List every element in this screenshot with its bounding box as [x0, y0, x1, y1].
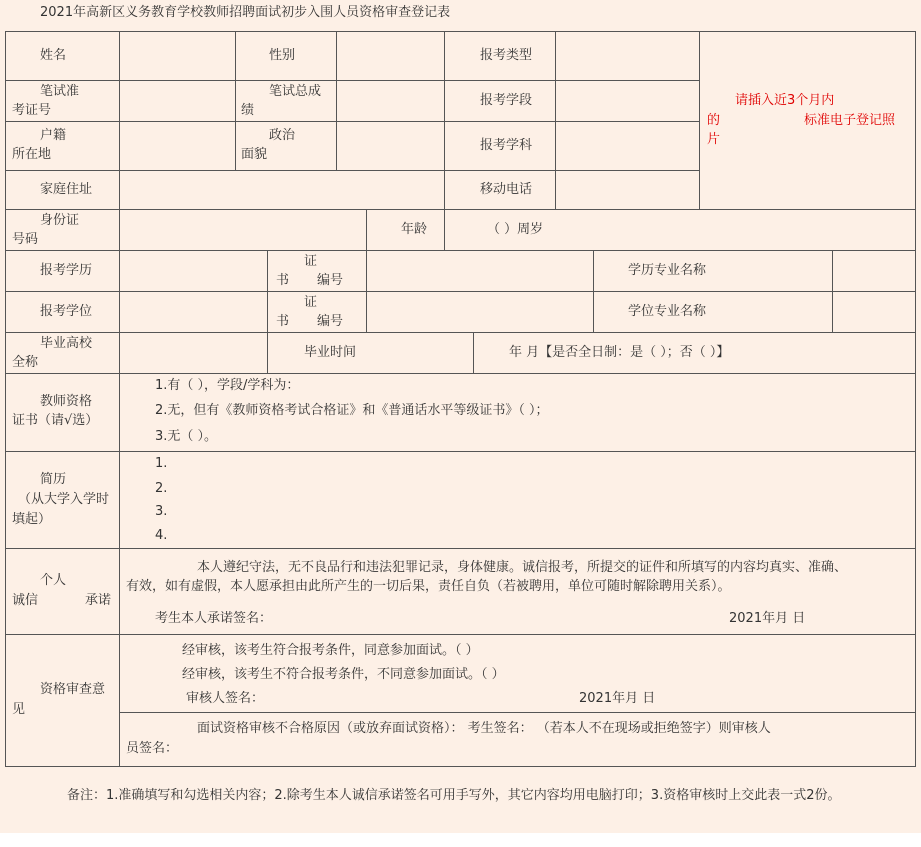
- exam-subject-field[interactable]: [556, 122, 698, 169]
- pledge-text-line1: 本人遵纪守法，无不良品行和违法犯罪记录，身体健康。诚信报考，所提交的证件和所填写的内容均真实、准确、: [197, 560, 848, 575]
- label-degree-cert-b: 书: [276, 314, 290, 329]
- label-id-card-b: 号码: [12, 232, 39, 247]
- label-written-score-b: 绩: [241, 103, 255, 118]
- col-line: [444, 209, 445, 250]
- fulltime-question[interactable]: 年 月【是否全日制：是（ ）；否（ ）】: [509, 345, 730, 360]
- resume-line-3[interactable]: 3.: [155, 504, 168, 519]
- col-line: [267, 250, 268, 373]
- label-edu-cert-c: 编号: [317, 273, 344, 288]
- row-line: [5, 373, 916, 374]
- label-teacher-cert-a: 教师资格: [40, 394, 93, 409]
- label-degree: 报考学位: [40, 304, 93, 319]
- resume-line-1[interactable]: 1.: [155, 456, 168, 471]
- exam-stage-field[interactable]: [556, 81, 698, 120]
- col-line: [235, 31, 236, 170]
- age-value[interactable]: （ ）周岁: [487, 222, 544, 237]
- label-resume-b: （从大学入学时: [18, 492, 110, 507]
- mobile-field[interactable]: [556, 171, 698, 208]
- label-degree-major: 学位专业名称: [628, 304, 707, 319]
- teacher-cert-option-2[interactable]: 2.无，但有《教师资格考试合格证》和《普通话水平等级证书》（ ）；: [155, 403, 549, 418]
- label-school-b: 全称: [12, 355, 39, 370]
- gender-field[interactable]: [337, 32, 443, 79]
- label-edu-cert-b: 书: [276, 273, 290, 288]
- label-exam-type: 报考类型: [480, 48, 533, 63]
- photo-hint-line2b: 标准电子登记照: [804, 113, 896, 128]
- label-school-a: 毕业高校: [40, 336, 93, 351]
- label-edu-cert-a: 证: [304, 254, 318, 269]
- degree-major-field[interactable]: [833, 292, 915, 331]
- education-field[interactable]: [120, 251, 266, 290]
- label-written-id-a: 笔试准: [40, 84, 80, 99]
- teacher-cert-option-3[interactable]: 3.无（ ）。: [155, 429, 218, 444]
- col-line: [366, 209, 367, 250]
- label-pledge-b: 诚信: [12, 593, 39, 608]
- photo-hint-line3: 片: [707, 132, 721, 147]
- label-teacher-cert-b: 证书（请√选）: [12, 413, 99, 428]
- label-hukou-a: 户籍: [40, 128, 67, 143]
- label-edu-major: 学历专业名称: [628, 263, 707, 278]
- col-line: [473, 332, 474, 373]
- id-card-field[interactable]: [120, 210, 365, 249]
- row-line: [119, 712, 916, 713]
- label-age: 年龄: [401, 222, 428, 237]
- label-written-score-a: 笔试总成: [269, 84, 322, 99]
- label-pledge-a: 个人: [40, 573, 67, 588]
- review-reason-line1: 面试资格审核不合格原因（或放弃面试资格）： 考生签名： （若本人不在现场或拒绝签字）则审核人: [197, 721, 771, 736]
- reviewer-signature-label: 审核人签名：: [186, 691, 265, 706]
- degree-cert-number-field[interactable]: [367, 292, 592, 331]
- label-hukou-b: 所在地: [12, 147, 52, 162]
- pledge-signature-label: 考生本人承诺签名：: [155, 611, 273, 626]
- footer-note: 备注：1.准确填写和勾选相关内容；2.除考生本人诚信承诺签名可用手写外，其它内容均用电脑打印；3.资格审核时上交此表一式2份。: [67, 788, 841, 803]
- label-resume-c: 填起）: [12, 512, 52, 527]
- review-reason-line2: 员签名：: [126, 741, 179, 756]
- edu-major-field[interactable]: [833, 251, 915, 290]
- name-field[interactable]: [120, 32, 234, 79]
- photo-hint-line1: 请插入近3个月内: [735, 93, 835, 108]
- pledge-signature-field[interactable]: [280, 606, 700, 628]
- row-line: [5, 451, 916, 452]
- review-fail-option[interactable]: 经审核，该考生不符合报考条件，不同意参加面试。（ ）: [182, 667, 505, 682]
- photo-hint-line2a: 的: [707, 113, 721, 128]
- label-politics-a: 政治: [269, 128, 296, 143]
- teacher-cert-option-1[interactable]: 1.有（ ），学段/学科为：: [155, 378, 300, 393]
- col-line: [444, 31, 445, 209]
- label-degree-cert-c: 编号: [317, 314, 344, 329]
- label-exam-stage: 报考学段: [480, 93, 533, 108]
- degree-field[interactable]: [120, 292, 266, 331]
- resume-line-2[interactable]: 2.: [155, 481, 168, 496]
- form-title: 2021年高新区义务教育学校教师招聘面试初步入围人员资格审查登记表: [40, 5, 451, 20]
- review-pass-option[interactable]: 经审核，该考生符合报考条件，同意参加面试。（ ）: [182, 643, 479, 658]
- label-home-address: 家庭住址: [40, 182, 93, 197]
- edu-cert-number-field[interactable]: [367, 251, 592, 290]
- label-resume-a: 简历: [40, 472, 67, 487]
- school-field[interactable]: [120, 333, 266, 372]
- pledge-text-line2: 有效，如有虚假，本人愿承担由此所产生的一切后果，责任自负（若被聘用，单位可随时解除聘用关系）。: [126, 579, 731, 594]
- resume-line-4[interactable]: 4.: [155, 528, 168, 543]
- label-exam-subject: 报考学科: [480, 138, 533, 153]
- label-review-b: 见: [12, 702, 26, 717]
- row-line: [5, 548, 916, 549]
- col-line: [593, 250, 594, 332]
- label-education: 报考学历: [40, 263, 93, 278]
- label-grad-time: 毕业时间: [304, 345, 357, 360]
- label-degree-cert-a: 证: [304, 295, 318, 310]
- hukou-field[interactable]: [120, 122, 234, 169]
- pledge-date[interactable]: 2021年月 日: [729, 611, 806, 626]
- politics-field[interactable]: [337, 122, 443, 169]
- label-mobile: 移动电话: [480, 182, 533, 197]
- row-line: [5, 634, 916, 635]
- written-score-field[interactable]: [337, 81, 443, 120]
- label-written-id-b: 考证号: [12, 103, 52, 118]
- label-gender: 性别: [269, 48, 296, 63]
- home-address-field[interactable]: [120, 171, 443, 208]
- review-date[interactable]: 2021年月 日: [579, 691, 656, 706]
- label-review-a: 资格审查意: [40, 682, 106, 697]
- exam-type-field[interactable]: [556, 32, 698, 79]
- label-id-card-a: 身份证: [40, 213, 80, 228]
- label-politics-b: 面貌: [241, 147, 268, 162]
- label-pledge-c: 承诺: [85, 593, 112, 608]
- written-id-field[interactable]: [120, 81, 234, 120]
- label-name: 姓名: [40, 48, 67, 63]
